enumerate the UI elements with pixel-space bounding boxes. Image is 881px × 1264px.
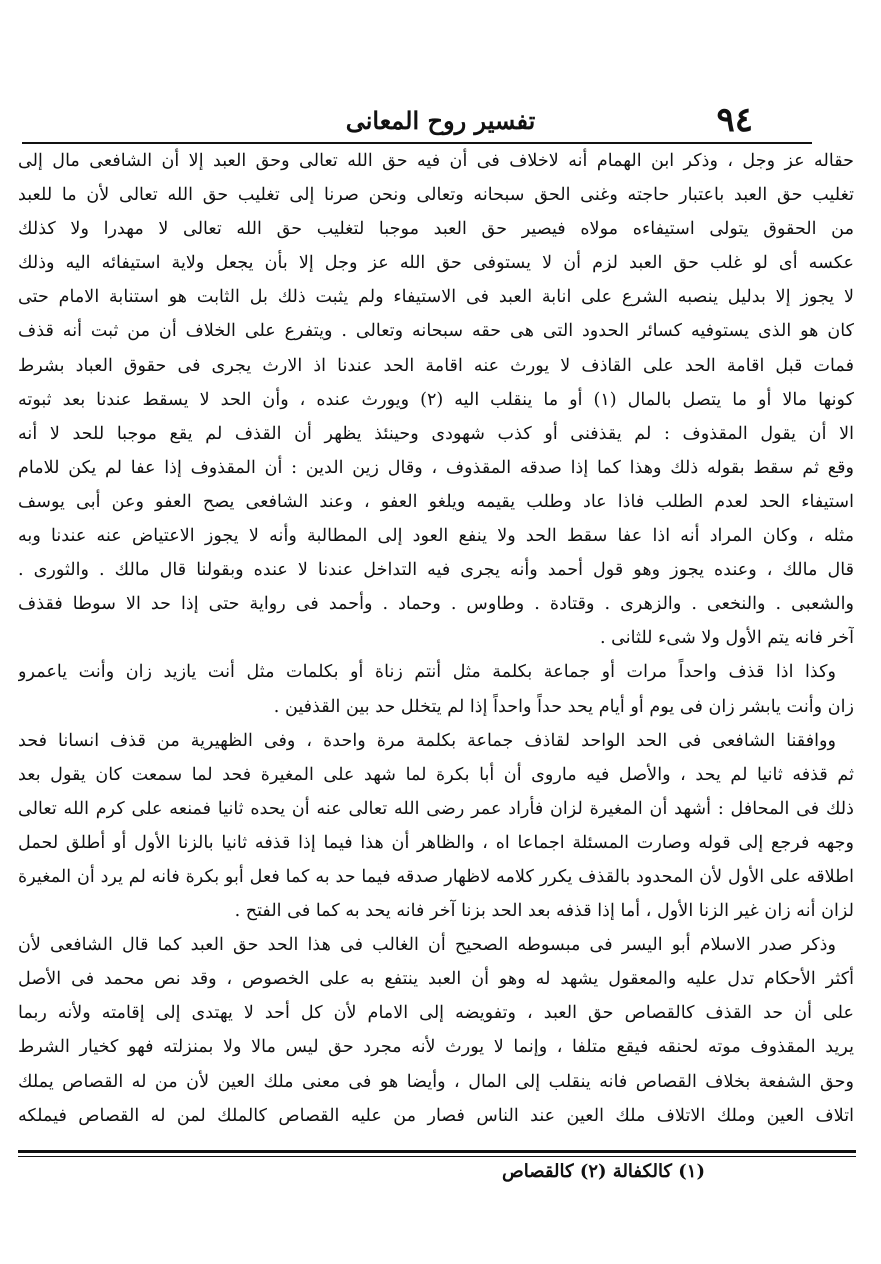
text-line: استيفاء الحد لعدم الطلب فاذا عاد وطلب يقيمه ويلغو العفو ، وعند الشافعى يصح العفو وعن أبى يوسف (18, 491, 854, 512)
text-line: يريد المقذوف موته لحنقه فيقع متلفا ، وإنما لا يورث لأنه مجرد حق ليس مالا ولا بمنزلته فهو كخيار الشرط (18, 1037, 854, 1058)
footnotes: (١) كالكفالة (٢) كالقصاص (502, 1161, 705, 1182)
text-line: تغليب حق العبد باعتبار حاجته وغنى الحق سبحانه وتعالى ونحن صرنا إلى تغليب حق الله تعالى لأن ما للعبد (18, 185, 854, 206)
text-line: عكسه أى لو غلب حق العبد لزم أن لا يستوفى حق الله عز وجل إلا بأن يجعل ولاية استيفائه اليه وذلك (18, 253, 854, 274)
body-text (18, 144, 854, 1133)
text-line: الا أن يقول المقذوف : لم يقذفنى أو كذب شهودى وحينئذ يظهر أن القذف لم يقع موجبا للحد لا أنه (18, 423, 854, 444)
text-line: اتلاف العين وملك الاتلاف ملك العين عند الناس فصار من عليه القصاص كالملك لمن له القصاص فيملكه (18, 1105, 854, 1126)
text-line: وكذا اذا قذف واحداً مرات أو جماعة بكلمة مثل أنتم زناة أو بكلمات مثل أنت يازيد زان وأنت ياعمرو (18, 662, 836, 683)
text-line: ثم قذفه ثانيا لم يحد ، والأصل فيه ماروى أن أبا بكرة لما شهد على المغيرة فحد لما سمعت كان يقول بعد (18, 764, 854, 785)
text-line: فمات قبل اقامة الحد على القاذف لا يورث عنه اقامة الحد عندنا اذ الارث يجرى فى حقوق العباد بشرط (18, 355, 854, 376)
page-number: ٩٤ (716, 100, 753, 140)
footnote-rule-thick (18, 1150, 856, 1153)
text-line: على أن حد القذف كالقصاص حق العبد ، وتفويضه إلى الامام لأن كل أحد لا يهتدى إلى إقامته ولأنه ربما (18, 1003, 854, 1024)
text-line: وحق الشفعة بخلاف القصاص فانه ينقلب إلى المال ، وأيضا هو فى معنى ملك العين لأن من له القصاص يملك (18, 1071, 854, 1092)
text-line: من الحقوق يتولى استيفاءه مولاه فيصير حق العبد موجبا لتغليب حق الله تعالى لا مهدرا ولا كذلك (18, 219, 854, 240)
footnote-rule-thin (18, 1156, 856, 1157)
text-line: لا يجوز إلا بدليل ينصبه الشرع على انابة العبد فى الاستيفاء ولم يثبت ذلك بل الثابت هو استنابة الامام حتى (18, 287, 854, 308)
running-title: تفسير روح المعانى (345, 106, 536, 135)
text-line: والشعبى . والنخعى . والزهرى . وقتادة . وطاوس . وحماد . وأحمد فى رواية حتى إذا حد الا سوطا فقذف (18, 594, 854, 615)
text-line: آخر فانه يتم الأول ولا شىء للثانى . (599, 628, 854, 649)
text-line: قال مالك ، وعنده يجوز وهو قول أحمد وأنه يجرى فيه التداخل عندنا لا عنده وبقولنا قال مالك . والثورى . (18, 560, 854, 581)
text-line: مثله ، وكان المراد أنه اذا عفا سقط الحد ولا ينفع العود إلى المطالبة وأنه لا يجوز الاعتياض عنه عندنا وبه (18, 526, 854, 547)
text-line: كان هو الذى يستوفيه كسائر الحدود التى هى حقه سبحانه وتعالى . ويتفرع على الخلاف أن من ثبت أنه قذف (18, 321, 854, 342)
text-line: ووافقنا الشافعى فى الحد الواحد لقاذف جماعة بكلمة مرة واحدة ، وفى الظهيرية من قذف انسانا فحد (18, 730, 836, 751)
text-line: زان وأنت يابشر زان فى يوم أو أيام يحد حداً واحداً إذا لم يتخلل حد بين القذفين . (273, 696, 854, 717)
text-line: لزان أنه زان غير الزنا الأول ، أما إذا قذفه بعد الحد بزنا آخر فانه يحد به كما فى الفتح . (234, 901, 854, 922)
text-line: أكثر الأحكام تدل عليه والمعقول يشهد له وهو أن العبد ينتفع به على الخصوص ، وقد نص محمد فى الأصل (18, 969, 854, 990)
text-line: ذلك فى المحافل : أشهد أن المغيرة لزان فأراد عمر رضى الله تعالى عنه أن يحده ثانيا فمنعه على كرم الله تعالى (18, 798, 854, 819)
text-line: وجهه فرجع إلى قوله وصارت المسئلة اجماعا اه ، والظاهر أن هذا فيما إذا قذفه ثانيا بالزنا الأول أو أطلق لحمل (18, 832, 854, 853)
text-line: كونها مالا أو ما يتصل بالمال (١) أو ما ينقلب اليه (٢) ويورث عنده ، وأن الحد لا يسقط عندنا بعد ثبوته (18, 389, 854, 410)
text-line: وذكر صدر الاسلام أبو اليسر فى مبسوطه الصحيح أن الغالب فى هذا الحد حق العبد كما قال الشافعى لأن (18, 935, 836, 956)
text-line: وقع ثم سقط بقوله ذلك وهذا كما إذا صدقه المقذوف ، وقال زين الدين : أن المقذوف إذا عفا لم يكن للامام (18, 457, 854, 478)
text-line: اطلاقه على الأول لأن المحدود بالقذف يكرر كلامه لاظهار صدقه فيما حد به كما فعل أبو بكرة فانه لم يرد أن المغيرة (18, 866, 854, 887)
page-header (0, 96, 881, 146)
text-line: حقاله عز وجل ، وذكر ابن الهمام أنه لاخلاف فى أن فيه حق الله تعالى وحق العبد إلا أن الشافعى مال إلى (18, 151, 854, 171)
